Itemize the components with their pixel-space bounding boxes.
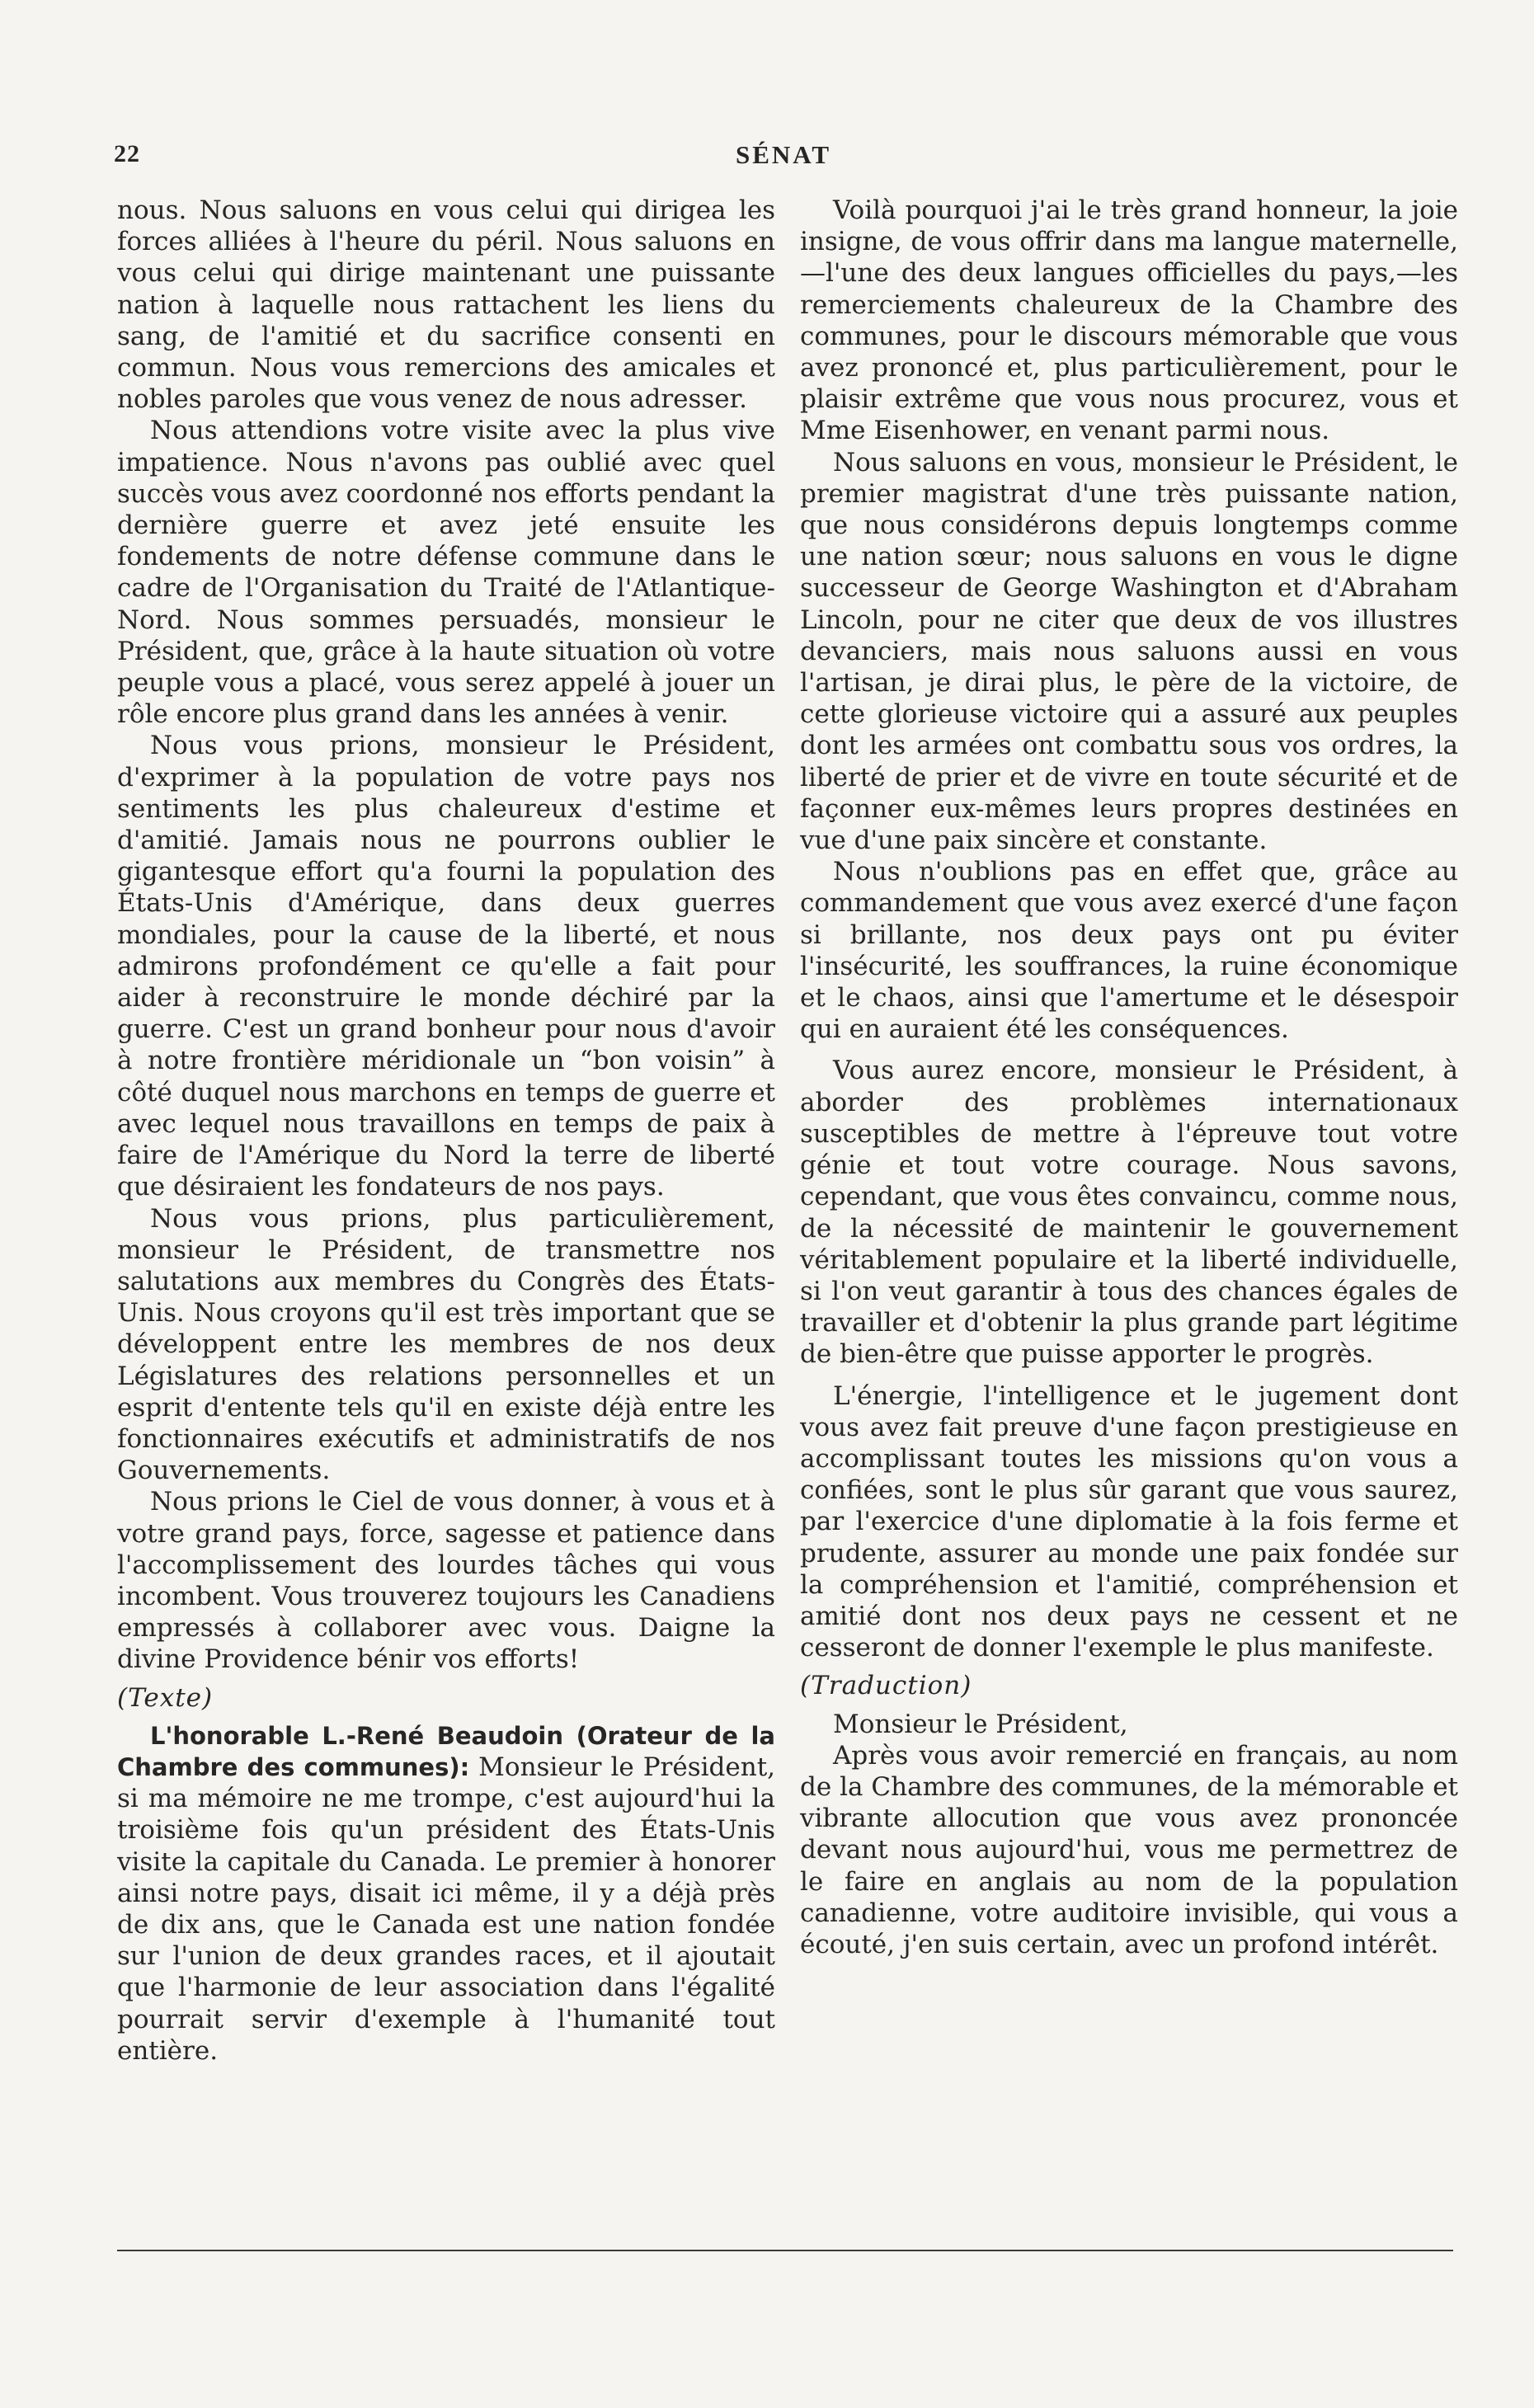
- paragraph: Nous vous prions, plus particulièrement, monsieur le Président, de transmettre nos salutations aux membres du Congrès des États-Unis. Nous croyons qu'il est très important que se développent entre les membres de nos deux Législatures des relations personnelles et un esprit d'entente tels qu'il en existe déjà entre les fonctionnaires exécutifs et administratifs de nos Gouvernements.: [117, 1203, 775, 1486]
- paragraph: Nous vous prions, monsieur le Président, d'exprimer à la population de votre pays nos sentiments les plus chaleureux d'estime et d'amitié. Jamais nous ne pourrons oublier le gigantesque effort qu'a fourni la population des États-Unis d'Amérique, dans deux guerres mondiales, pour la cause de la liberté, et nous admirons profondément ce qu'elle a fait pour aider à reconstruire le monde déchiré par la guerre. C'est un grand bonheur pour nous d'avoir à notre frontière méridionale un “bon voisin” à côté duquel nous marchons en temps de guerre et avec lequel nous travaillons en temps de paix à faire de l'Amérique du Nord la terre de liberté que désiraient les fondateurs de nos pays.: [117, 731, 775, 1202]
- paragraph: Nous saluons en vous, monsieur le Président, le premier magistrat d'une très puissante nation, que nous considérons depuis longtemps comme une nation sœur; nous saluons en vous le digne successeur de George Washington et d'Abraham Lincoln, pour ne citer que deux de vos illustres devanciers, mais nous saluons aussi en vous l'artisan, je dirai plus, le père de la victoire, de cette glorieuse victoire qui a assuré aux peuples dont les armées ont combattu sous vos ordres, la liberté de prier et de vivre en toute sécurité et de façonner eux-mêmes leurs propres destinées en vue d'une paix sincère et constante.: [800, 447, 1458, 856]
- section-label-texte: (Texte): [117, 1682, 214, 1713]
- paragraph: Nous prions le Ciel de vous donner, à vous et à votre grand pays, force, sagesse et patience dans l'accomplissement des lourdes tâches qui vous incombent. Vous trouverez toujours les Canadiens empressés à collaborer avec vous. Daigne la divine Providence bénir vos efforts!: [117, 1487, 775, 1675]
- paragraph: Vous aurez encore, monsieur le Président, à aborder des problèmes internationaux susceptibles de mettre à l'épreuve tout votre génie et tout votre courage. Nous savons, cependant, que vous êtes convaincu, comme nous, de la nécessité de maintenir le gouvernement véritablement populaire et la liberté individuelle, si l'on veut garantir à tous des chances égales de travailler et d'obtenir la plus grande part légitime de bien-être que puisse apporter le progrès.: [800, 1056, 1458, 1370]
- page-header: [114, 140, 1453, 175]
- left-column: [117, 195, 775, 2067]
- speaker-paragraph: [117, 1720, 775, 2067]
- speech-text: Monsieur le Président, si ma mémoire ne me trompe, c'est aujourd'hui la troisième fois qu'un président des États-Unis visite la capitale du Canada. Le premier à honorer ainsi notre pays, disait ici même, il y a déjà près de dix ans, que le Canada est une nation fondée sur l'union de deux grandes races, et il ajoutait que l'harmonie de leur association dans l'égalité pourrait servir d'exemple à l'humanité tout entière.: [117, 1752, 776, 2066]
- right-column: [800, 195, 1458, 1960]
- paragraph: Nous n'oublions pas en effet que, grâce au commandement que vous avez exercé d'une façon si brillante, nos deux pays ont pu éviter l'insécurité, les souffrances, la ruine économique et le chaos, ainsi que l'amertume et le désespoir qui en auraient été les conséquences.: [800, 857, 1458, 1045]
- paragraph: nous. Nous saluons en vous celui qui dirigea les forces alliées à l'heure du péril. Nous saluons en vous celui qui dirige maintenant une puissante nation à laquelle nous rattachent les liens du sang, de l'amitié et du sacrifice consenti en commun. Nous vous remercions des amicales et nobles paroles que vous venez de nous adresser.: [117, 195, 775, 415]
- paragraph: Après vous avoir remercié en français, au nom de la Chambre des communes, de la mémorable et vibrante allocution que vous avez prononcée devant nous aujourd'hui, vous me permettrez de le faire en anglais au nom de la population canadienne, votre auditoire invisible, qui vous a écouté, j'en suis certain, avec un profond intérêt.: [800, 1740, 1458, 1959]
- salutation: Monsieur le Président,: [833, 1709, 1128, 1739]
- paragraph: Nous attendions votre visite avec la plus vive impatience. Nous n'avons pas oublié avec quel succès vous avez coordonné nos efforts pendant la dernière guerre et avez jeté ensuite les fondements de notre défense commune dans le cadre de l'Organisation du Traité de l'Atlantique-Nord. Nous sommes persuadés, monsieur le Président, que, grâce à la haute situation où votre peuple vous a placé, vous serez appelé à jouer un rôle encore plus grand dans les années à venir.: [117, 416, 775, 730]
- running-head: SÉNAT: [735, 140, 832, 169]
- speaker-name: L'honorable L.-René Beaudoin (Orateur de la Chambre des communes):: [117, 1721, 775, 1781]
- bottom-rule: [117, 2250, 1453, 2251]
- paragraph: Voilà pourquoi j'ai le très grand honneur, la joie insigne, de vous offrir dans ma langue maternelle,—l'une des deux langues officielles du pays,—les remerciements chaleureux de la Chambre des communes, pour le discours mémorable que vous avez prononcé et, plus particulièrement, pour le plaisir extrême que vous nous procurez, vous et Mme Eisenhower, en venant parmi nous.: [800, 195, 1458, 446]
- paragraph: L'énergie, l'intelligence et le jugement dont vous avez fait preuve d'une façon prestigieuse en accomplissant toutes les missions qu'on vous a confiées, sont le plus sûr garant que vous saurez, par l'exercice d'une diplomatie à la fois ferme et prudente, assurer au monde une paix fondée sur la compréhension et l'amitié, compréhension et amitié dont nos deux pays ne cessent et ne cesseront de donner l'exemple le plus manifeste.: [800, 1380, 1458, 1663]
- section-label-traduction: (Traduction): [800, 1671, 972, 1701]
- page-number: 22: [114, 140, 140, 167]
